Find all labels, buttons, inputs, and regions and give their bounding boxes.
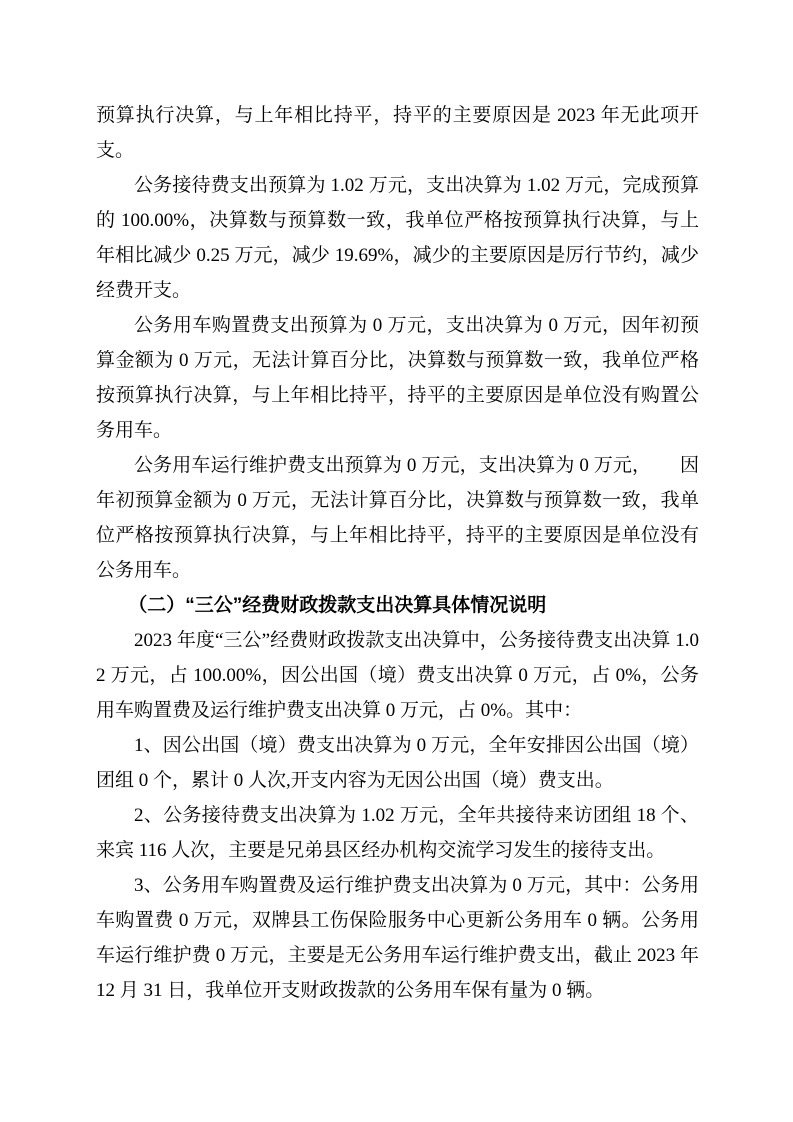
paragraph-item2-reception-detail: 2、公务接待费支出决算为 1.02 万元，全年共接待来访团组 18 个、来宾 116 人次，主要是兄弟县区经办机构交流学习发生的接待支出。 bbox=[96, 805, 699, 861]
paragraph-three-public-funds-overview: 2023 年度“三公”经费财政拨款支出决算中，公务接待费支出决算 1.02 万元，占 100.00%，因公出国（境）费支出决算 0 万元，占 0%，公务用车购置费及运行维护费支出决算 0 万元，占 0%。其中： bbox=[96, 630, 699, 721]
paragraph-item1-overseas-trips: 1、因公出国（境）费支出决算为 0 万元，全年安排因公出国（境）团组 0 个，累计 0 人次,开支内容为无因公出国（境）费支出。 bbox=[96, 735, 699, 791]
paragraph-item3-vehicle-detail: 3、公务用车购置费及运行维护费支出决算为 0 万元，其中：公务用车购置费 0 万元，双牌县工伤保险服务中心更新公务用车 0 辆。公务用车运行维护费 0 万元，主要是无公务用车运行维护费支出，截止 2023 年 12 月 31 日，我单位开支财政拨款的公务用车保有量为 0 辆。 bbox=[96, 875, 699, 1001]
paragraph-budget-execution-continuation: 预算执行决算，与上年相比持平，持平的主要原因是 2023 年无此项开支。 bbox=[96, 105, 699, 161]
paragraph-official-reception-budget: 公务接待费支出预算为 1.02 万元，支出决算为 1.02 万元，完成预算的 100.00%，决算数与预算数一致，我单位严格按预算执行决算，与上年相比减少 0.25 万元，减少 19.69%，减少的主要原因是厉行节约，减少经费开支。 bbox=[96, 175, 699, 301]
paragraph-vehicle-purchase-budget: 公务用车购置费支出预算为 0 万元，支出决算为 0 万元，因年初预算金额为 0 万元，无法计算百分比，决算数与预算数一致，我单位严格按预算执行决算，与上年相比持平，持平的主要原因是单位没有购置公务用车。 bbox=[96, 315, 699, 441]
paragraph-vehicle-maintenance-budget: 公务用车运行维护费支出预算为 0 万元，支出决算为 0 万元， 因年初预算金额为 0 万元，无法计算百分比，决算数与预算数一致，我单位严格按预算执行决算，与上年相比持平，持平的主要原因是单位没有公务用车。 bbox=[96, 455, 699, 581]
section-heading-three-public-funds: （二）“三公”经费财政拨款支出决算具体情况说明 bbox=[128, 595, 547, 616]
